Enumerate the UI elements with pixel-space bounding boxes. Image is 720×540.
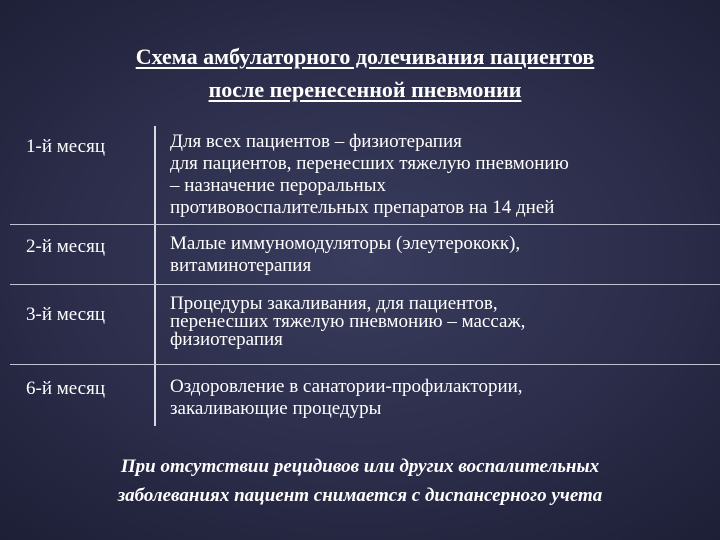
description-line: Оздоровление в санатории-профилактории, — [170, 376, 523, 397]
month-description — [170, 295, 715, 349]
title-line-2: после перенесенной пневмонии — [208, 77, 522, 102]
month-label: 3-й месяц — [26, 304, 106, 325]
footer-note — [20, 452, 700, 510]
month-label: 2-й месяц — [26, 236, 106, 257]
description-line: физиотерапия — [170, 329, 283, 350]
description-line: закаливающие процедуры — [170, 398, 382, 419]
row-separator — [10, 284, 720, 285]
month-label: 1-й месяц — [26, 136, 106, 157]
footer-line-1: При отсутствии рецидивов или других воспалительных — [120, 456, 600, 477]
description-line: Процедуры закаливания, для пациентов, — [170, 293, 498, 314]
description-line: для пациентов, перенесших тяжелую пневмонию — [170, 153, 569, 174]
description-line: – назначение пероральных — [170, 175, 386, 196]
column-divider — [154, 126, 156, 426]
month-label: 6-й месяц — [26, 378, 106, 399]
description-line: Для всех пациентов – физиотерапия — [170, 131, 462, 152]
description-line: витаминотерапия — [170, 255, 312, 276]
footer-line-2: заболеваниях пациент снимается с диспансерного учета — [117, 485, 603, 506]
month-description — [170, 233, 715, 277]
description-line: перенесших тяжелую пневмонию – массаж, — [170, 311, 526, 332]
month-description — [170, 376, 715, 420]
slide-title — [40, 40, 690, 106]
title-line-1: Схема амбулаторного долечивания пациентов — [135, 44, 595, 69]
row-separator — [10, 224, 720, 225]
description-line: Малые иммуномодуляторы (элеутерококк), — [170, 233, 521, 254]
row-separator — [10, 364, 720, 365]
month-description — [170, 131, 715, 219]
description-line: противовоспалительных препаратов на 14 дней — [170, 197, 555, 218]
